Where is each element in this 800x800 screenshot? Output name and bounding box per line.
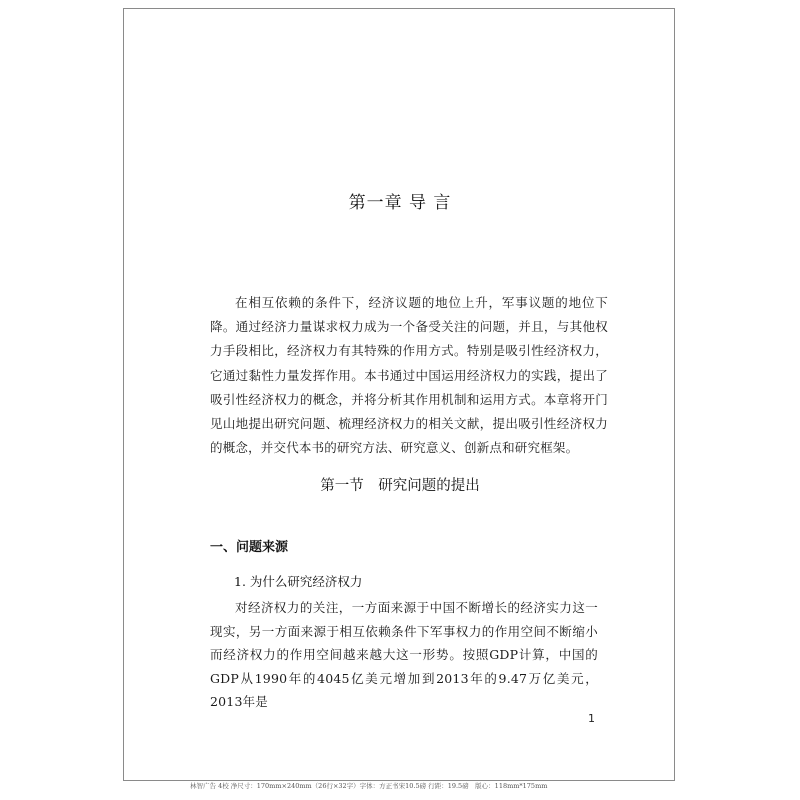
subsection-title: 一、问题来源 [210,540,289,555]
item-heading: 1. 为什么研究经济权力 [234,574,363,589]
page-number: 1 [588,712,595,725]
print-spec-footer: 林智广告 4校 净尺寸：170mm×240mm（26行×32字）字体：方正书宋10.5磅 行距：19.5磅 版心：118mm*175mm [190,782,548,790]
body-paragraph: 对经济权力的关注，一方面来源于中国不断增长的经济实力这一现实，另一方面来源于相互依赖条件下军事权力的作用空间不断缩小而经济权力的作用空间越来越大这一形势。按照GDP计算，中国的GDP从1990年的4045亿美元增加到2013年的9.47万亿美元，2013年是 [210,600,598,709]
intro-paragraph: 在相互依赖的条件下，经济议题的地位上升，军事议题的地位下降。通过经济力量谋求权力成为一个备受关注的问题，并且，与其他权力手段相比，经济权力有其特殊的作用方式。特别是吸引性经济权力，它通过黏性力量发挥作用。本书通过中国运用经济权力的实践，提出了吸引性经济权力的概念，并将分析其作用机制和运用方式。本章将开门见山地提出研究问题、梳理经济权力的相关文献，提出吸引性经济权力的概念，并交代本书的研究方法、研究意义、创新点和研究框架。 [210,295,608,456]
section-title: 第一节 研究问题的提出 [320,478,480,494]
chapter-title: 第一章 导 言 [348,193,452,213]
